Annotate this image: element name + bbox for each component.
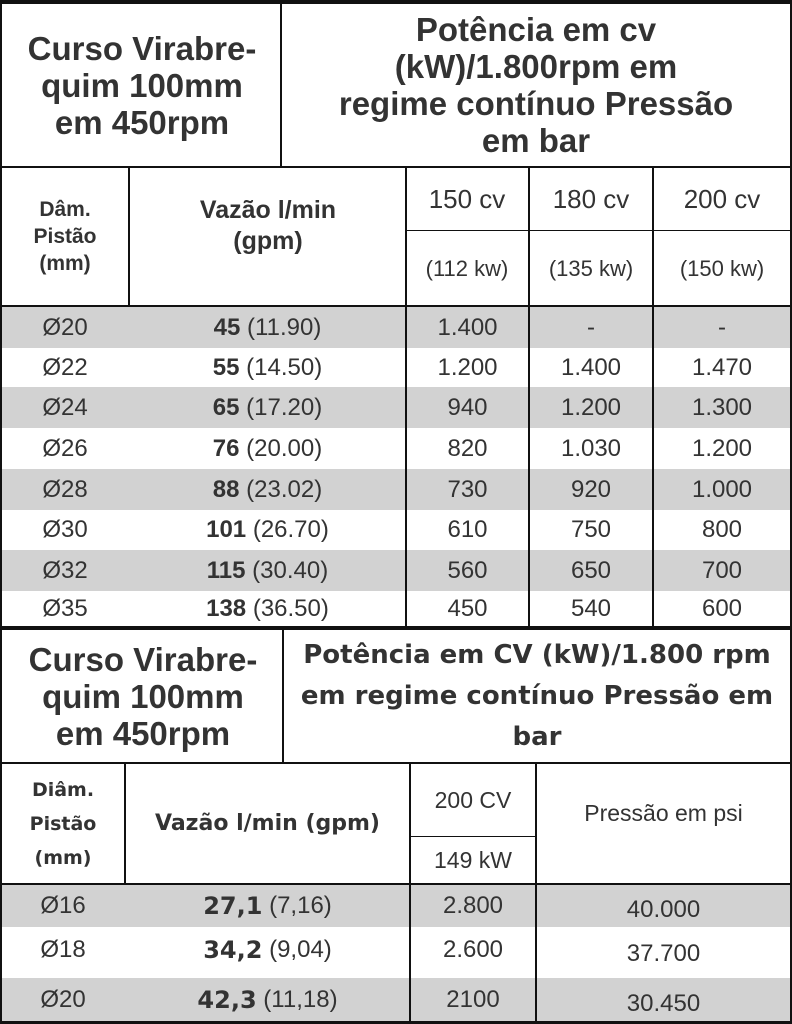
power-title <box>282 4 790 166</box>
table-row-pressure-3: - <box>718 313 726 341</box>
flow-gpm: (9,04) <box>262 935 332 963</box>
table-row-flow <box>130 591 405 627</box>
table-row-flow <box>130 348 405 387</box>
table-row-pressure-1: 450 <box>447 595 488 622</box>
table-row-pressure-3: 1.200 <box>691 434 753 462</box>
divider <box>128 166 130 306</box>
diameter-header <box>2 764 124 883</box>
border <box>0 0 2 627</box>
table-row-pressure-3: 1.000 <box>691 475 753 503</box>
title-line: em bar <box>481 122 591 159</box>
table-row-flow <box>126 978 409 1022</box>
flow-gpm: (14.50) <box>239 353 323 381</box>
divider <box>0 305 792 307</box>
flow-lpm: 34,2 <box>203 935 263 964</box>
title-line: Potência em cv <box>415 11 657 48</box>
flow-gpm: (11.90) <box>240 313 322 341</box>
flow-lpm: 65 <box>212 393 240 421</box>
stroke-title <box>4 4 280 166</box>
table-row-pressure-psi: 40.000 <box>626 896 701 923</box>
table-row-pressure-3: 1.300 <box>691 393 753 421</box>
table-row-diameter: Ø30 <box>42 516 88 543</box>
header-line: Pistão <box>29 812 97 835</box>
flow-gpm: (11,18) <box>256 986 338 1013</box>
flow-header <box>130 168 406 305</box>
table-row-diameter: Ø24 <box>42 393 88 421</box>
border <box>0 628 2 1024</box>
table-row-diameter: Ø28 <box>42 475 88 503</box>
title-line: (kW)/1.800rpm em <box>394 48 678 85</box>
table-row-pressure-3: 1.470 <box>691 353 753 381</box>
table-row-flow <box>130 307 405 348</box>
table-row-diameter: Ø35 <box>42 595 88 622</box>
table-row-diameter: Ø20 <box>42 313 88 341</box>
table-row-pressure-bar: 2.800 <box>442 892 504 919</box>
divider <box>405 166 407 627</box>
title-line: bar <box>512 721 562 752</box>
divider <box>0 166 792 168</box>
table-row-pressure-bar: 2.600 <box>442 935 504 963</box>
table-row-flow <box>130 550 405 591</box>
flow-lpm: 42,3 <box>197 986 257 1014</box>
table-row-pressure-1: 1.200 <box>437 353 498 381</box>
table-row-diameter: Ø20 <box>40 986 86 1013</box>
flow-lpm: 138 <box>206 595 247 622</box>
table-row-flow <box>130 387 405 428</box>
stroke-title <box>4 630 282 762</box>
table-row-pressure-psi: 37.700 <box>626 939 701 967</box>
header-line: Dâm. <box>39 198 91 221</box>
table-row-pressure-3: 700 <box>701 556 743 584</box>
table-row-pressure-1: 1.400 <box>437 313 498 341</box>
psi-header: Pressão em psi <box>584 800 743 826</box>
border <box>0 0 792 4</box>
divider <box>528 166 530 627</box>
table-row-flow <box>126 927 409 972</box>
table-row-pressure-1: 610 <box>447 516 488 543</box>
flow-gpm: (20.00) <box>239 434 323 462</box>
flow-gpm: (36.50) <box>246 595 329 622</box>
table-row-diameter: Ø16 <box>40 892 86 919</box>
table-row-diameter: Ø32 <box>42 556 88 584</box>
flow-lpm: 55 <box>212 353 240 381</box>
title-line: quim 100mm <box>41 66 243 104</box>
table-row-pressure-2: 1.400 <box>560 353 622 381</box>
table-row-diameter: Ø26 <box>42 434 88 462</box>
flow-lpm: 101 <box>206 516 247 543</box>
header-line: (mm) <box>39 252 91 275</box>
divider <box>652 166 654 627</box>
divider <box>409 762 411 1024</box>
flow-lpm: 76 <box>212 434 240 462</box>
table-row-pressure-2: 650 <box>570 556 612 584</box>
table-row-pressure-3: 600 <box>701 595 743 622</box>
table-row-pressure-bar: 2100 <box>446 986 500 1013</box>
title-line: em 450rpm <box>54 103 230 141</box>
divider <box>0 762 792 764</box>
table-row-flow <box>126 885 409 927</box>
power-kw: 149 kW <box>434 847 512 873</box>
title-line: em 450rpm <box>55 714 231 752</box>
power-kw-1: (112 kw) <box>425 255 509 281</box>
title-line: Curso Virabre- <box>28 640 258 678</box>
power-cv-3: 200 cv <box>683 183 761 214</box>
table-row-diameter: Ø22 <box>42 353 88 381</box>
table-row-pressure-2: 750 <box>570 516 612 543</box>
flow-gpm: (23.02) <box>239 475 323 503</box>
power-kw-3: (150 kw) <box>679 255 765 281</box>
flow-lpm: 115 <box>206 556 246 584</box>
header-line: Pistão <box>33 225 97 248</box>
header-line: Diâm. <box>31 778 95 801</box>
table-row-pressure-1: 940 <box>447 393 488 421</box>
title-line: quim 100mm <box>42 677 244 715</box>
header-line: (gpm) <box>233 226 303 255</box>
table-row-pressure-1: 730 <box>447 475 488 503</box>
divider <box>282 628 284 764</box>
power-cv-2: 180 cv <box>552 183 630 214</box>
table-row-diameter: Ø18 <box>40 935 86 963</box>
flow-gpm: (30.40) <box>245 556 329 584</box>
table-row-pressure-psi: 30.450 <box>626 990 701 1017</box>
flow-gpm: (17.20) <box>239 393 323 421</box>
power-kw-2: (135 kw) <box>548 255 634 281</box>
table-row-pressure-1: 560 <box>447 556 488 584</box>
title-line: Potência em CV (kW)/1.800 rpm <box>303 639 771 670</box>
table-row-pressure-2: 1.200 <box>560 393 622 421</box>
divider <box>0 883 792 885</box>
title-line: regime contínuo Pressão <box>338 85 734 122</box>
header-line: Vazão l/min <box>199 195 337 224</box>
table-row-pressure-2: 540 <box>570 595 612 622</box>
divider <box>406 230 792 231</box>
diameter-header <box>2 168 128 305</box>
table-row-pressure-2: - <box>587 313 595 341</box>
title-line: Curso Virabre- <box>27 29 257 67</box>
table-row-flow <box>130 469 405 510</box>
table-row-flow <box>130 510 405 550</box>
divider <box>535 762 537 1024</box>
divider <box>280 0 282 168</box>
table-row-pressure-2: 920 <box>570 475 612 503</box>
power-cv-1: 150 cv <box>428 183 506 214</box>
flow-header: Vazão l/min (gpm) <box>155 811 380 836</box>
table-row-flow <box>130 428 405 469</box>
flow-lpm: 88 <box>212 475 240 503</box>
header-line: (mm) <box>34 846 92 869</box>
table-row-pressure-3: 800 <box>701 516 743 543</box>
title-line: em regime contínuo Pressão em <box>300 680 774 711</box>
power-cv: 200 CV <box>434 786 512 813</box>
flow-gpm: (7,16) <box>262 892 332 919</box>
table-row-pressure-1: 820 <box>447 434 488 462</box>
table-row-pressure-2: 1.030 <box>560 434 622 462</box>
flow-lpm: 27,1 <box>203 892 263 920</box>
flow-gpm: (26.70) <box>246 516 329 543</box>
flow-lpm: 45 <box>213 313 241 341</box>
divider <box>124 762 126 884</box>
divider <box>409 836 537 837</box>
power-title <box>284 630 790 762</box>
